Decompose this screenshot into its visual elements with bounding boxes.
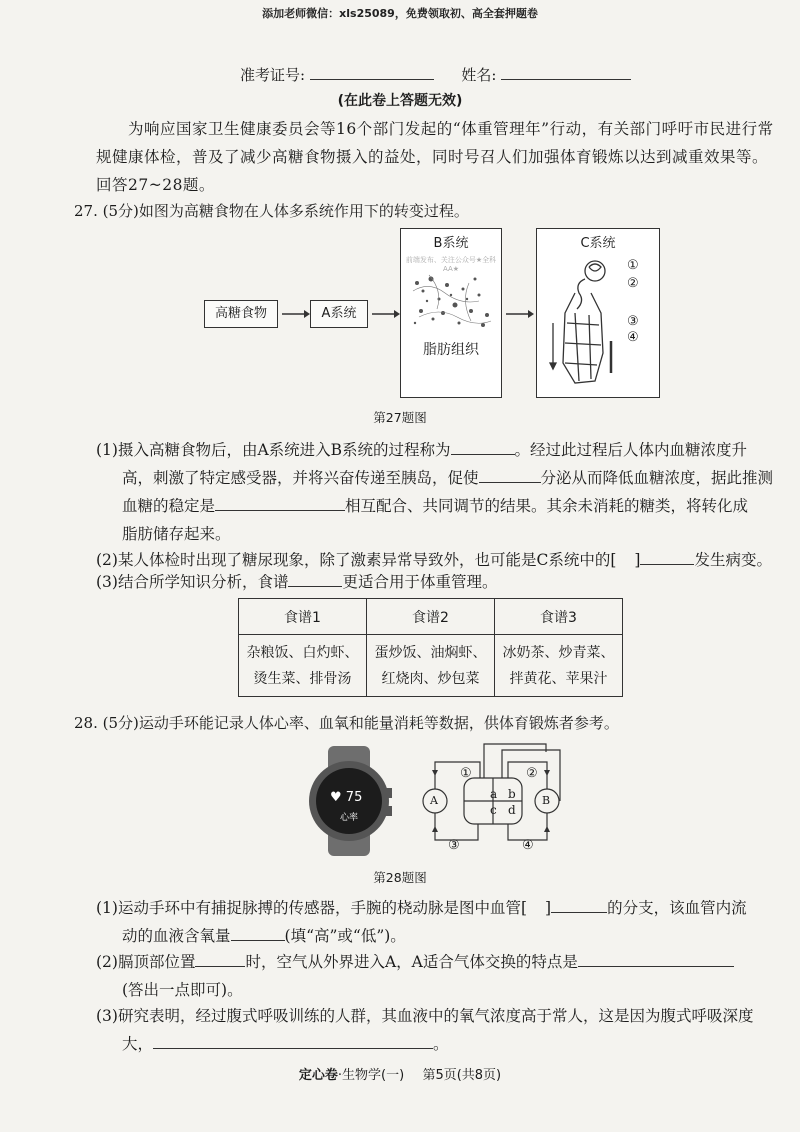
q27-sub1-text-2b: 分泌从而降低血糖浓度，据此推测 <box>540 469 774 487</box>
name-label: 姓名: <box>461 66 497 84</box>
answer-blank[interactable] <box>451 439 515 455</box>
chamber-b: b <box>508 787 516 801</box>
q28-sub1-text-e: (填“高”或“低”)。 <box>284 927 406 945</box>
menu-cell-2 <box>367 635 495 697</box>
heart-rate-value: 75 <box>345 790 363 805</box>
q28-sub2 <box>96 948 776 1004</box>
q27-sub1-text-1: (1)摄入高糖食物后，由A系统进入B系统的过程称为 <box>96 441 451 459</box>
q27-figure <box>200 228 670 408</box>
answer-blank[interactable] <box>551 897 607 913</box>
name-blank[interactable] <box>501 64 631 80</box>
menu-table-wrap <box>238 598 623 697</box>
menu-cell-line: 烫生菜、排骨汤 <box>253 670 352 687</box>
menu-header-2: 食谱2 <box>367 599 495 635</box>
q27-sub1-text-1b: 。经过此过程后人体内血糖浓度升 <box>514 441 748 459</box>
bracket-blank[interactable] <box>616 549 634 565</box>
exam-id-blank[interactable] <box>310 64 434 80</box>
high-sugar-food-box: 高糖食物 <box>204 300 278 328</box>
menu-header-3: 食谱3 <box>495 599 623 635</box>
exam-header-line <box>240 64 631 85</box>
arrow-icon <box>370 306 400 322</box>
q27-sub2-text-b: ] <box>634 551 641 569</box>
q28-sub2-text-b: 时，空气从外界进入A，A适合气体交换的特点是 <box>245 953 578 971</box>
q28-sub1-text-b: ] <box>545 899 552 917</box>
q27-sub3-text-a: (3)结合所学知识分析，食谱 <box>96 573 289 591</box>
q27-sub2-text-c: 发生病变。 <box>694 551 772 569</box>
menu-table <box>238 598 623 697</box>
q27-sub3-text-b: 更适合用于体重管理。 <box>342 573 498 591</box>
q27-sub3 <box>96 568 776 596</box>
exam-id-label: 准考证号: <box>240 66 306 84</box>
q27-sub1-text-3b: 相互配合、共同调节的结果。其余未消耗的糖类，将转化成 <box>345 497 749 515</box>
q28-sub1-text-a: (1)运动手环中有捕捉脉搏的传感器，手腕的桡动脉是图中血管[ <box>96 899 528 917</box>
marker-3: ③ <box>627 314 639 329</box>
node-b: B <box>542 794 551 807</box>
footer-page: 第5页(共8页) <box>422 1068 502 1083</box>
marker-1: ① <box>627 258 639 273</box>
q28-sub2-text-a: (2)膈顶部位置 <box>96 953 196 971</box>
q28-sub2-text-c: (答出一点即可)。 <box>122 981 243 999</box>
watch-heart-rate <box>330 790 362 805</box>
menu-cell-1 <box>239 635 367 697</box>
bracket-blank[interactable] <box>527 897 545 913</box>
q27-sub2-text-a: (2)某人体检时出现了糖尿现象，除了激素异常导致外，也可能是C系统中的[ <box>96 551 617 569</box>
arrow-icon <box>280 306 310 322</box>
q28-sub1-text-d: 动的血液含氧量 <box>122 927 231 945</box>
q27-sub1 <box>96 436 776 548</box>
q27-sub1-text-3a: 血糖的稳定是 <box>122 497 216 515</box>
b-system-title: B系统 <box>433 236 469 251</box>
menu-cell-3 <box>495 635 623 697</box>
answer-blank[interactable] <box>231 925 285 941</box>
chamber-d: d <box>508 803 516 817</box>
answer-blank[interactable] <box>153 1033 433 1049</box>
menu-cell-line: 蛋炒饭、油焖虾、 <box>374 644 487 661</box>
answer-blank[interactable] <box>640 549 694 565</box>
footer-brand: 定心卷 <box>298 1068 338 1083</box>
node-a: A <box>430 794 438 807</box>
marker-2: ② <box>627 276 639 291</box>
watermark-text: 前端发布、关注公众号★全科AA★ <box>405 256 497 273</box>
q27-sub1-text-2a: 高，刺激了特定感受器，并将兴奋传递至胰岛，促使 <box>122 469 479 487</box>
q28-title: 28. (5分)运动手环能记录人体心率、血氧和能量消耗等数据，供体育锻炼者参考。 <box>74 714 619 732</box>
answer-blank[interactable] <box>288 571 342 587</box>
watch-label: 心率 <box>340 813 359 823</box>
q28-sub3-text-b: 大， <box>122 1035 154 1053</box>
chamber-c: c <box>490 803 497 817</box>
c-system-title: C系统 <box>580 236 616 251</box>
answer-blank[interactable] <box>578 951 734 967</box>
b-system-panel <box>400 228 502 398</box>
fat-tissue-label: 脂肪组织 <box>423 342 479 358</box>
answer-invalid-notice: (在此卷上答题无效) <box>337 93 463 109</box>
intro-paragraph: 为响应国家卫生健康委员会等16个部门发起的“体重管理年”行动，有关部门呼吁市民进行常规健康体检，普及了减少高糖食物摄入的益处，同时号召人们加强体育锻炼以达到减重效果等。回答27~28题。 <box>96 120 774 194</box>
menu-cell-line: 冰奶茶、炒青菜、 <box>502 644 615 661</box>
q28-sub1-text-c: 的分支，该血管内流 <box>607 899 747 917</box>
page-footer <box>0 1064 800 1083</box>
marker-4: ④ <box>627 330 639 345</box>
q27-title: 27. (5分)如图为高糖食物在人体多系统作用下的转变过程。 <box>74 202 469 220</box>
q28-sub3 <box>96 1002 776 1058</box>
q27-caption: 第27题图 <box>373 410 427 425</box>
table-row <box>239 635 623 697</box>
a-system-box: A系统 <box>310 300 368 328</box>
menu-cell-line: 杂粮饭、白灼虾、 <box>246 644 359 661</box>
vessel-4: ④ <box>522 838 534 853</box>
fat-tissue-image <box>409 271 495 331</box>
answer-blank[interactable] <box>195 951 245 967</box>
menu-cell-line: 拌黄花、苹果汁 <box>509 670 608 687</box>
q27-sub1-text-4: 脂肪储存起来。 <box>122 525 231 543</box>
q28-sub3-text-a: (3)研究表明，经过腹式呼吸训练的人群，其血液中的氧气浓度高于常人，这是因为腹式呼吸深度 <box>96 1007 754 1025</box>
top-note: 添加老师微信：xls25089，免费领取初、高全套押题卷 <box>262 7 538 20</box>
answer-blank[interactable] <box>215 495 345 511</box>
vessel-3: ③ <box>448 838 460 853</box>
footer-subject: ·生物学(一) <box>337 1068 405 1083</box>
vessel-1: ① <box>460 766 472 781</box>
c-system-panel <box>536 228 660 398</box>
menu-header-1: 食谱1 <box>239 599 367 635</box>
q28-caption: 第28题图 <box>373 870 427 885</box>
vessel-2: ② <box>526 766 538 781</box>
chamber-a: a <box>490 787 498 801</box>
q28-sub3-text-c: 。 <box>433 1035 449 1053</box>
q28-sub1 <box>96 894 776 950</box>
answer-blank[interactable] <box>479 467 541 483</box>
nephron-icon <box>545 253 625 393</box>
menu-cell-line: 红烧肉、炒包菜 <box>381 670 480 687</box>
arrow-icon <box>504 306 534 322</box>
heart-icon: ♥ <box>330 790 342 805</box>
